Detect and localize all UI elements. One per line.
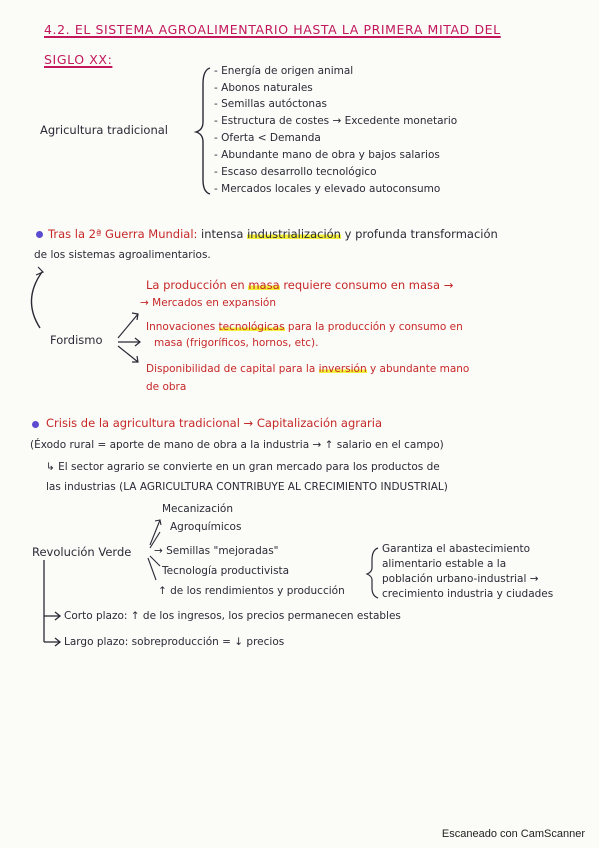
bullet-icon xyxy=(32,421,39,428)
traditional-item: - Estructura de costes → Excedente monetario xyxy=(214,115,458,127)
bullet-icon xyxy=(36,231,43,238)
capital-line2: de obra xyxy=(146,381,187,393)
crisis-line2: (Éxodo rural = aporte de mano de obra a la industria → ↑ salario en el campo) xyxy=(30,439,444,451)
capital-line: Disponibilidad de capital para la inversión y abundante mano xyxy=(146,363,470,375)
traditional-item: - Abundante mano de obra y bajos salarios xyxy=(214,149,440,161)
innovation-line2: masa (frigoríficos, hornos, etc). xyxy=(154,337,319,349)
improved-seeds: → Semillas "mejoradas" xyxy=(154,545,279,557)
scanner-watermark: Escaneado con CamScanner xyxy=(441,828,585,840)
guarantee-line: crecimiento industria y ciudades xyxy=(382,588,554,600)
page-title: 4.2. EL SISTEMA AGROALIMENTARIO HASTA LA PRIMERA MITAD DEL xyxy=(44,22,501,37)
markets-line: → Mercados en expansión xyxy=(140,297,277,309)
war-line2: de los sistemas agroalimentarios. xyxy=(34,249,211,261)
traditional-item: - Semillas autóctonas xyxy=(214,98,327,110)
crisis-line4: las industrias (LA AGRICULTURA CONTRIBUYE AL CRECIMIENTO INDUSTRIAL) xyxy=(46,481,448,493)
mechanization: Mecanización xyxy=(162,503,234,515)
innovation-line: Innovaciones tecnológicas para la producción y consumo en xyxy=(146,321,463,333)
guarantee-line: población urbano-industrial → xyxy=(382,573,539,585)
long-term-line: Largo plazo: sobreproducción = ↓ precios xyxy=(64,636,285,648)
guarantee-line: Garantiza el abastecimiento xyxy=(382,543,531,555)
traditional-item: - Escaso desarrollo tecnológico xyxy=(214,166,377,178)
war-line1: Tras la 2ª Guerra Mundial: intensa industrialización y profunda transformación xyxy=(48,227,498,241)
traditional-item: - Abonos naturales xyxy=(214,82,313,94)
crisis-line3: ↳ El sector agrario se convierte en un gran mercado para los productos de xyxy=(46,461,440,473)
fordismo-label: Fordismo xyxy=(50,333,103,347)
traditional-item: - Mercados locales y elevado autoconsumo xyxy=(214,183,441,195)
guarantee-line: alimentario estable a la xyxy=(382,558,507,570)
traditional-item: - Oferta < Demanda xyxy=(214,132,321,144)
mass-line: La producción en masa requiere consumo en masa → xyxy=(146,278,454,292)
crisis-line1: Crisis de la agricultura tradicional → Capitalización agraria xyxy=(46,416,383,430)
agrochemicals: Agroquímicos xyxy=(170,521,242,533)
short-term-line: Corto plazo: ↑ de los ingresos, los precios permanecen estables xyxy=(64,610,401,622)
productivist-tech: Tecnología productivista xyxy=(162,565,290,577)
traditional-label: Agricultura tradicional xyxy=(40,123,168,137)
green-revolution-label: Revolución Verde xyxy=(32,545,132,559)
traditional-item: - Energía de origen animal xyxy=(214,65,354,77)
page-title-line2: SIGLO XX: xyxy=(44,52,113,67)
yield-increase: ↑ de los rendimientos y producción xyxy=(158,585,345,597)
